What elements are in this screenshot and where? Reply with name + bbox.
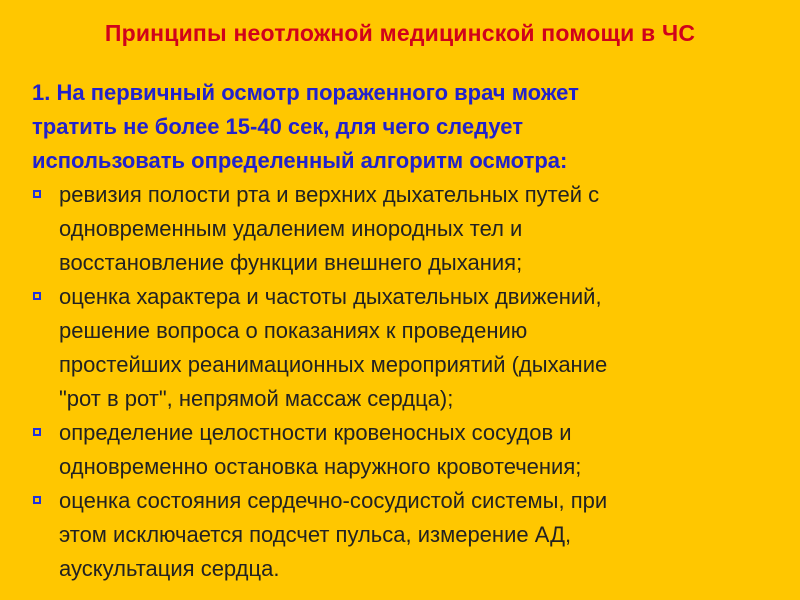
bullet-line: одновременным удалением инородных тел и [59, 216, 523, 241]
intro-line: использовать определенный алгоритм осмотра: [32, 148, 568, 173]
bullet-line: оценка характера и частоты дыхательных движений, [59, 284, 602, 309]
intro-line: тратить не более 15-40 сек, для чего следует [32, 114, 524, 139]
slide-title: Принципы неотложной медицинской помощи в ЧС [104, 20, 696, 46]
bullet-line: ревизия полости рта и верхних дыхательных путей с [59, 182, 600, 207]
bullet-line: этом исключается подсчет пульса, измерение АД, [59, 522, 572, 547]
bullet-line: восстановление функции внешнего дыхания; [59, 250, 523, 275]
bullet-line: решение вопроса о показаниях к проведению [59, 318, 528, 343]
bullet-line: одновременно остановка наружного кровотечения; [59, 454, 582, 479]
bullet-line: аускультация сердца. [59, 556, 280, 581]
list-item [30, 178, 750, 280]
intro-line: 1. На первичный осмотр пораженного врач может [32, 80, 579, 105]
bullet-icon [33, 292, 41, 300]
bullet-icon [33, 190, 41, 198]
bullet-icon [33, 428, 41, 436]
bullet-line: определение целостности кровеносных сосудов и [59, 420, 572, 445]
intro-paragraph [32, 76, 752, 178]
bullet-list [30, 178, 750, 586]
bullet-line: "рот в рот", непрямой массаж сердца); [59, 386, 454, 411]
list-item [30, 280, 750, 416]
bullet-line: простейших реанимационных мероприятий (дыхание [59, 352, 608, 377]
bullet-line: оценка состояния сердечно-сосудистой системы, при [59, 488, 608, 513]
bullet-icon [33, 496, 41, 504]
list-item [30, 484, 750, 586]
list-item [30, 416, 750, 484]
